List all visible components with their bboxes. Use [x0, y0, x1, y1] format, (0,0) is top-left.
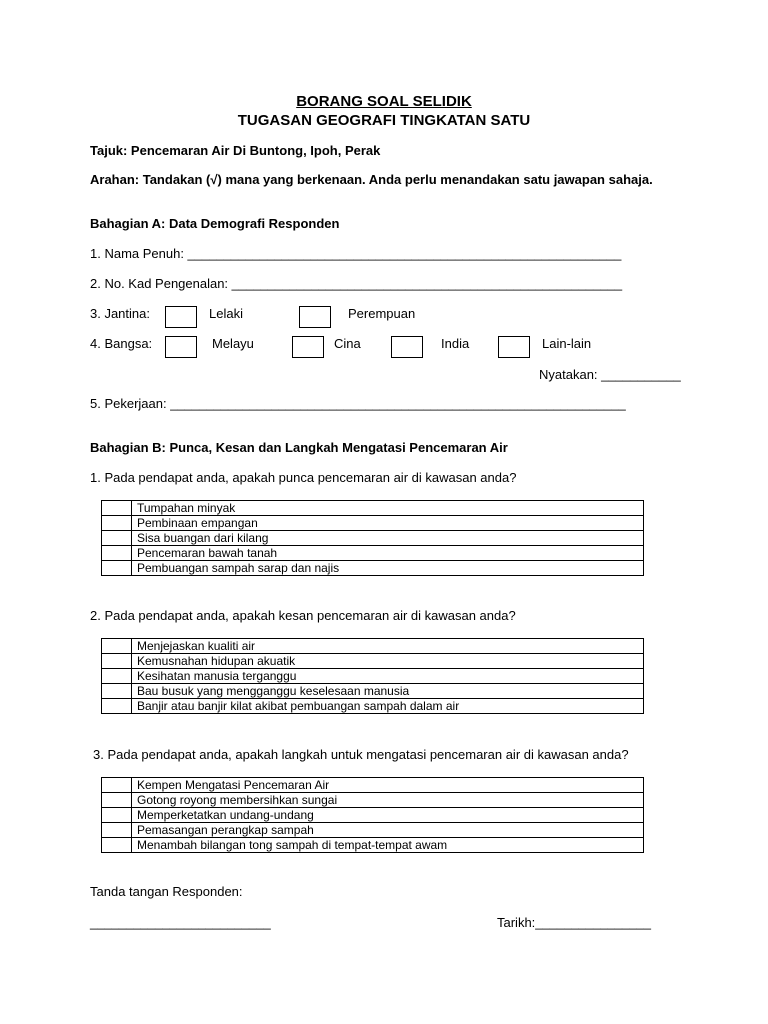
table-row [102, 561, 644, 576]
table-row [102, 793, 644, 808]
race-malay-label: Melayu [212, 336, 254, 351]
option-label: Kemusnahan hidupan akuatik [132, 654, 644, 669]
race-chinese-label: Cina [334, 336, 361, 351]
signature-line[interactable]: _________________________ [90, 915, 271, 930]
date-field[interactable]: Tarikh:________________ [497, 915, 651, 930]
table-row [102, 501, 644, 516]
gender-label: 3. Jantina: [90, 306, 150, 321]
table-row [102, 684, 644, 699]
option-checkbox[interactable] [102, 531, 132, 546]
table-row [102, 669, 644, 684]
option-checkbox[interactable] [102, 669, 132, 684]
option-checkbox[interactable] [102, 823, 132, 838]
option-checkbox[interactable] [102, 561, 132, 576]
form-subtitle: TUGASAN GEOGRAFI TINGKATAN SATU [237, 112, 531, 129]
table-row [102, 823, 644, 838]
question-1: 1. Pada pendapat anda, apakah punca pencemaran air di kawasan anda? [90, 470, 517, 485]
instruction-line: Arahan: Tandakan (√) mana yang berkenaan. Anda perlu menandakan satu jawapan sahaja. [90, 172, 653, 187]
option-checkbox[interactable] [102, 778, 132, 793]
table-row [102, 808, 644, 823]
topic-line: Tajuk: Pencemaran Air Di Buntong, Ipoh, Perak [90, 143, 381, 158]
race-malay-checkbox[interactable] [165, 336, 197, 358]
option-label: Tumpahan minyak [132, 501, 644, 516]
race-label: 4. Bangsa: [90, 336, 153, 351]
option-label: Gotong royong membersihkan sungai [132, 793, 644, 808]
option-checkbox[interactable] [102, 501, 132, 516]
option-label: Banjir atau banjir kilat akibat pembuangan sampah dalam air [132, 699, 644, 714]
specify-field[interactable]: Nyatakan: ___________ [539, 367, 681, 382]
option-checkbox[interactable] [102, 808, 132, 823]
table-row [102, 838, 644, 853]
table-row [102, 639, 644, 654]
table-row [102, 546, 644, 561]
table-row [102, 516, 644, 531]
table-row [102, 778, 644, 793]
option-label: Pencemaran bawah tanah [132, 546, 644, 561]
question-2-options [101, 638, 644, 714]
table-row [102, 531, 644, 546]
signature-label: Tanda tangan Responden: [90, 884, 243, 899]
race-indian-checkbox[interactable] [391, 336, 423, 358]
table-row [102, 699, 644, 714]
ic-number-field[interactable]: 2. No. Kad Pengenalan: ______________________________________________________ [90, 276, 623, 291]
section-a-heading: Bahagian A: Data Demografi Responden [90, 216, 340, 231]
option-checkbox[interactable] [102, 793, 132, 808]
option-checkbox[interactable] [102, 516, 132, 531]
race-others-label: Lain-lain [542, 336, 592, 351]
full-name-field[interactable]: 1. Nama Penuh: ____________________________________________________________ [90, 246, 622, 261]
occupation-field[interactable]: 5. Pekerjaan: _______________________________________________________________ [90, 396, 626, 411]
option-label: Kempen Mengatasi Pencemaran Air [132, 778, 644, 793]
option-label: Pembinaan empangan [132, 516, 644, 531]
option-label: Memperketatkan undang-undang [132, 808, 644, 823]
option-label: Pemasangan perangkap sampah [132, 823, 644, 838]
question-3: 3. Pada pendapat anda, apakah langkah untuk mengatasi pencemaran air di kawasan anda? [93, 747, 629, 762]
option-label: Kesihatan manusia terganggu [132, 669, 644, 684]
option-label: Menjejaskan kualiti air [132, 639, 644, 654]
gender-female-checkbox[interactable] [299, 306, 331, 328]
question-3-options [101, 777, 644, 853]
form-title: BORANG SOAL SELIDIK [296, 93, 472, 110]
gender-male-checkbox[interactable] [165, 306, 197, 328]
option-checkbox[interactable] [102, 654, 132, 669]
table-row [102, 654, 644, 669]
race-others-checkbox[interactable] [498, 336, 530, 358]
option-checkbox[interactable] [102, 639, 132, 654]
option-label: Sisa buangan dari kilang [132, 531, 644, 546]
section-b-heading: Bahagian B: Punca, Kesan dan Langkah Mengatasi Pencemaran Air [90, 440, 508, 455]
question-2: 2. Pada pendapat anda, apakah kesan pencemaran air di kawasan anda? [90, 608, 516, 623]
race-chinese-checkbox[interactable] [292, 336, 324, 358]
option-label: Menambah bilangan tong sampah di tempat-tempat awam [132, 838, 644, 853]
option-label: Bau busuk yang mengganggu keselesaan manusia [132, 684, 644, 699]
gender-male-label: Lelaki [209, 306, 243, 321]
option-checkbox[interactable] [102, 546, 132, 561]
question-1-options [101, 500, 644, 576]
gender-female-label: Perempuan [348, 306, 416, 321]
race-indian-label: India [441, 336, 470, 351]
option-checkbox[interactable] [102, 699, 132, 714]
option-checkbox[interactable] [102, 838, 132, 853]
option-label: Pembuangan sampah sarap dan najis [132, 561, 644, 576]
option-checkbox[interactable] [102, 684, 132, 699]
